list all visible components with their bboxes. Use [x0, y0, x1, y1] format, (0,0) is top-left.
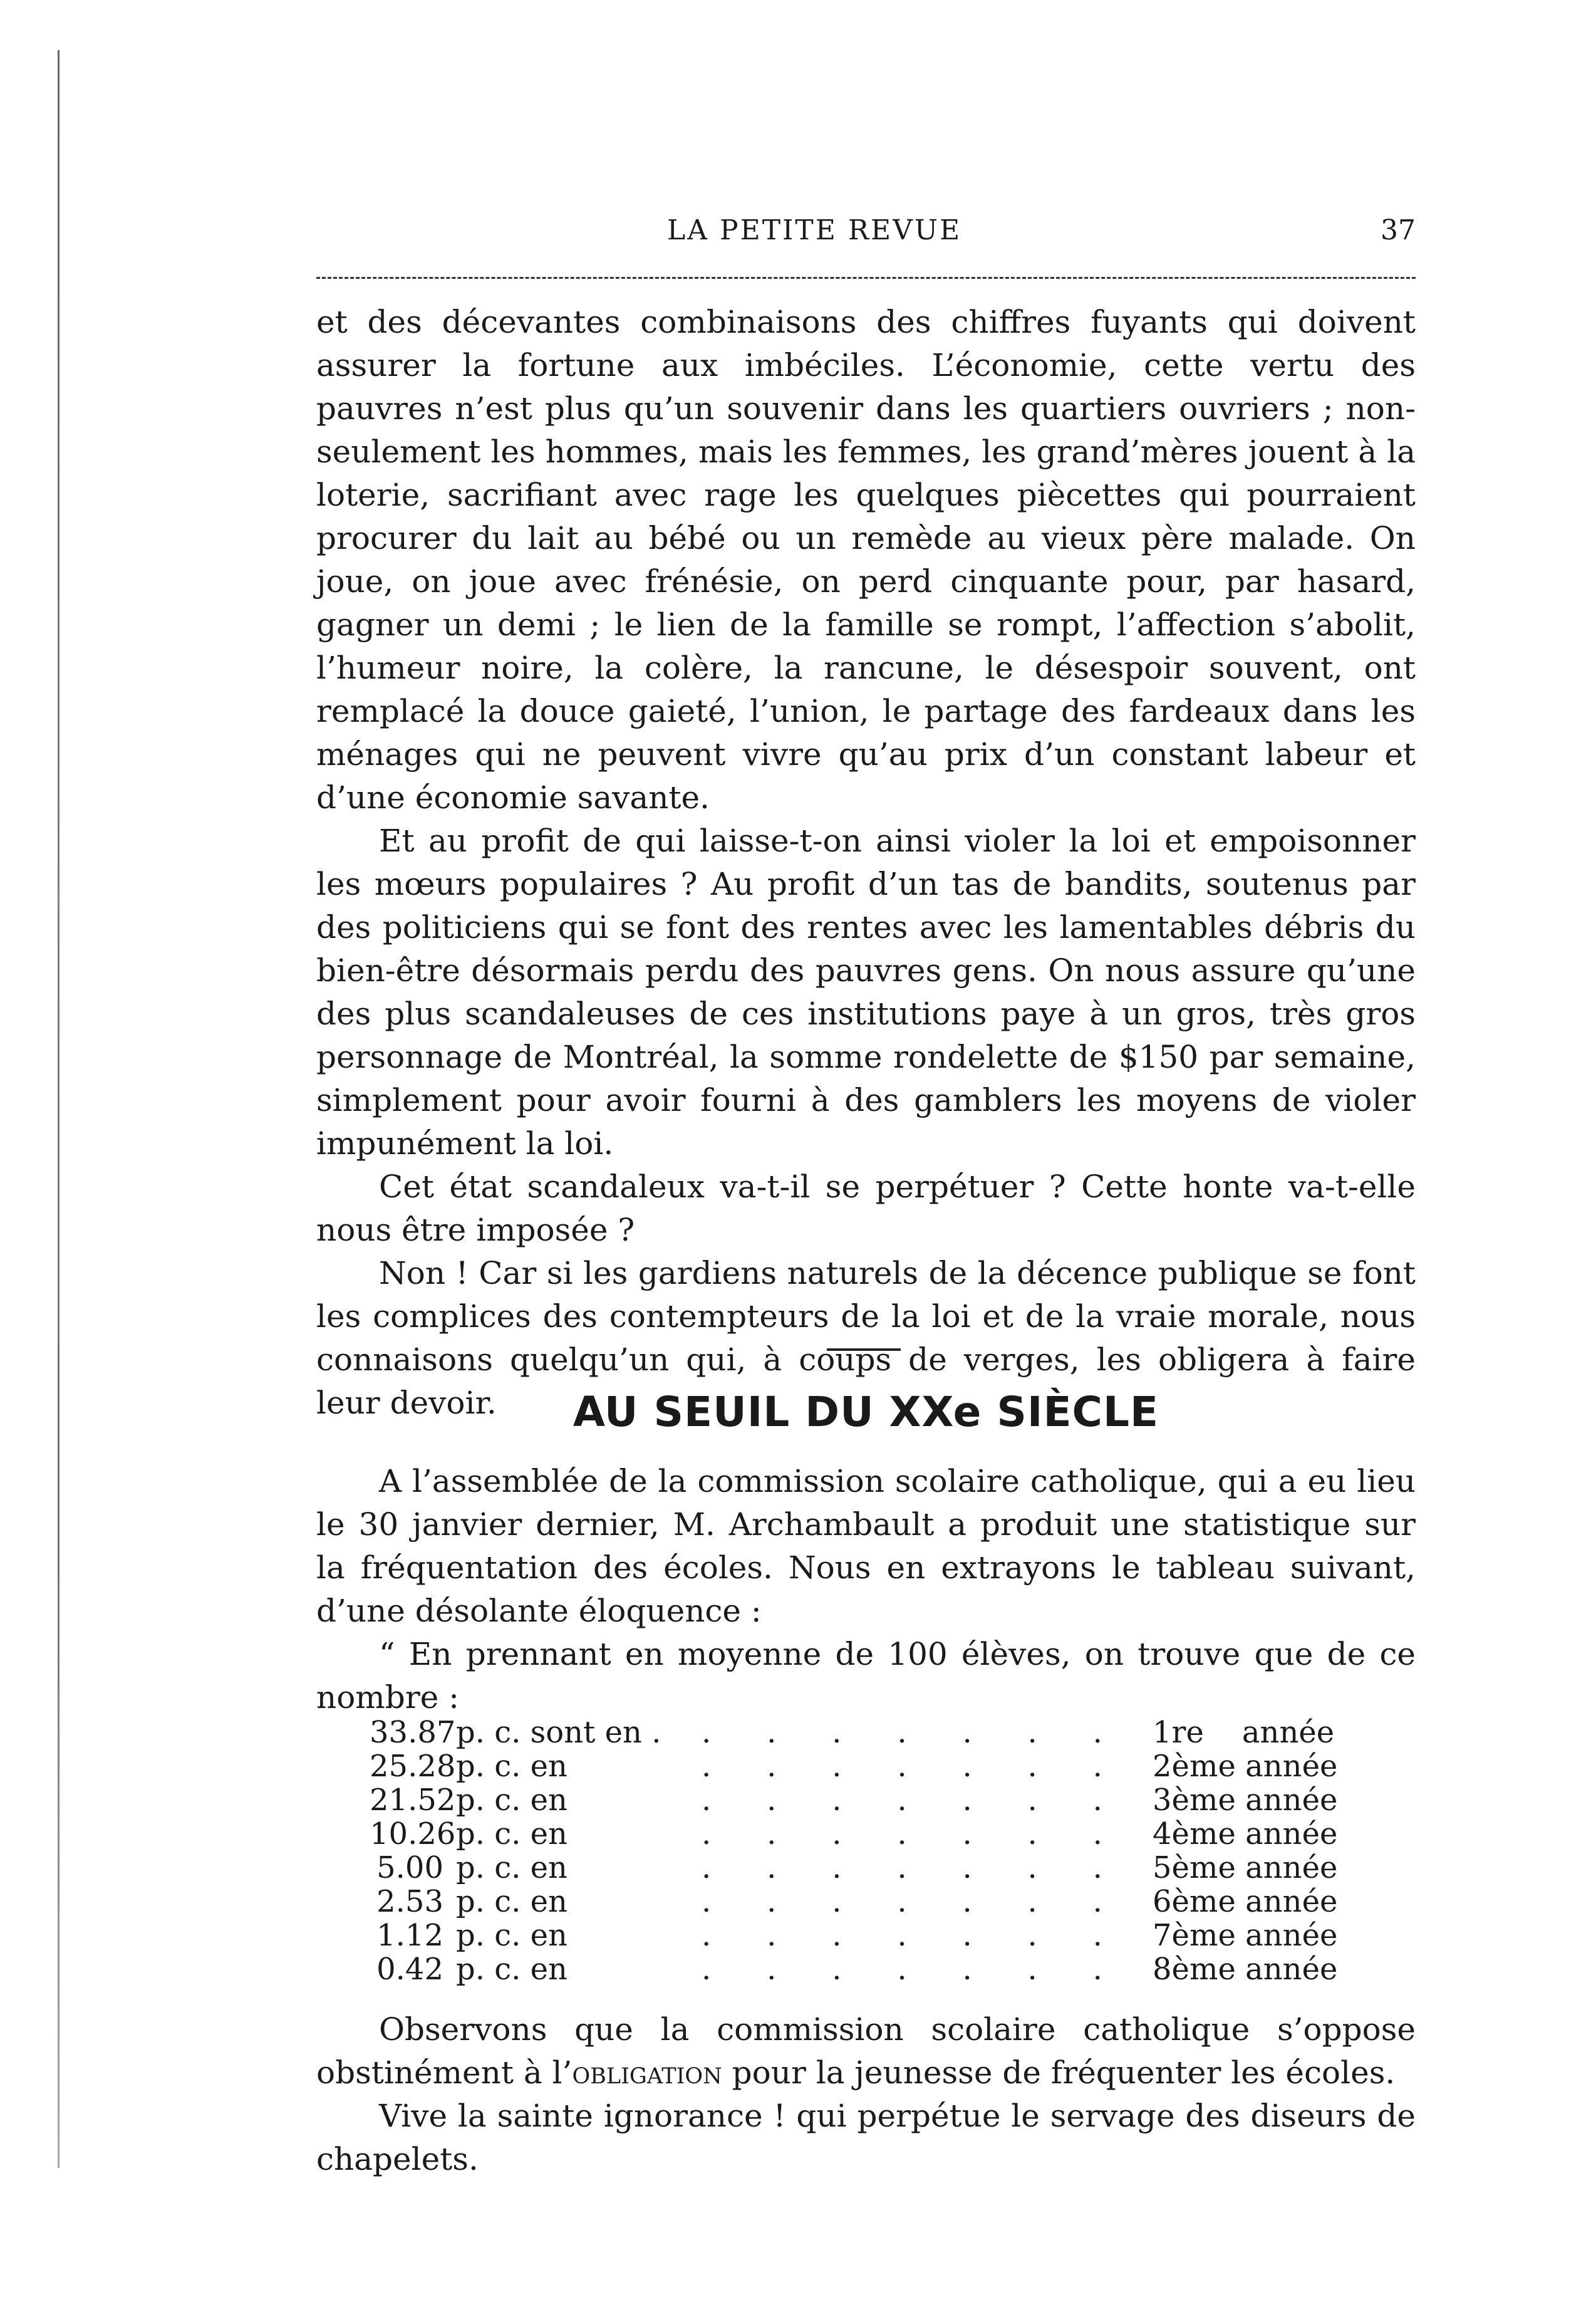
year-cell: 8ème année: [1153, 1952, 1338, 1987]
dot-leader: . . . . . . .: [702, 1783, 1102, 1818]
quote-paragraph: “ En prennant en moyenne de 100 élèves, on trouve que de ce nombre :: [316, 1636, 1416, 1716]
statistics-table: [370, 1716, 1372, 1986]
table-row: [370, 1749, 1372, 1783]
year-cell: 3ème année: [1153, 1783, 1338, 1818]
text-run: Observons que la commission scolaire catholique s’oppose obstinément à l’: [316, 2011, 1416, 2091]
dot-leader: . . . . . . .: [702, 1850, 1102, 1885]
year-cell: 5ème année: [1153, 1850, 1338, 1885]
paragraph: A l’assemblée de la commission scolaire catholique, qui a eu lieu le 30 janvier dernier, M. Archambault a produit une statistique sur la fréquentation des écoles. Nous en extrayons le tableau suivant, d’une désolante éloquence :: [316, 1463, 1416, 1629]
description-cell: p. c. en: [456, 1749, 567, 1784]
page-number: 37: [1381, 214, 1416, 246]
paragraph: Cet état scandaleux va-t-il se perpétuer ? Cette honte va-t-elle nous être imposée ?: [316, 1169, 1416, 1248]
percentage-cell: 5.00: [376, 1850, 443, 1885]
paragraph: Vive la sainte ignorance ! qui perpétue le servage des diseurs de chapelets.: [316, 2098, 1416, 2177]
binding-edge: [58, 50, 60, 2168]
section-divider: [827, 1348, 901, 1351]
header-rule: [316, 277, 1416, 279]
year-cell: 4ème année: [1153, 1816, 1338, 1851]
emphasis-obligation: obligation: [572, 2054, 722, 2091]
table-row: [370, 1885, 1372, 1919]
running-title: LA PETITE REVUE: [667, 214, 962, 246]
year-cell: 7ème année: [1153, 1918, 1338, 1953]
percentage-cell: 25.28: [370, 1749, 456, 1784]
description-cell: p. c. en: [456, 1918, 567, 1953]
percentage-cell: 0.42: [376, 1952, 443, 1987]
table-row: [370, 1783, 1372, 1817]
table-row: [370, 1716, 1372, 1749]
year-cell: 6ème année: [1153, 1884, 1338, 1919]
description-cell: p. c. sont en .: [456, 1715, 661, 1750]
closing-body: [316, 2008, 1416, 2181]
section-body: [316, 1460, 1416, 1719]
paragraph: et des décevantes combinaisons des chiffres fuyants qui doivent assurer la fortune aux imbéciles. L’économie, cette vertu des pauvres n’est plus qu’un souvenir dans les quartiers ouvriers ; non-seulement les hommes, mais les femmes, les grand’mères jouent à la loterie, sacrifiant avec rage les quelques piècettes qui pourraient procurer du lait au bébé ou un remède au vieux père malade. On joue, on joue avec frénésie, on perd cinquante pour, par hasard, gagner un demi ; le lien de la famille se rompt, l’affection s’abolit, l’humeur noire, la colère, la rancune, le désespoir souvent, ont remplacé la douce gaieté, l’union, le partage des fardeaux dans les ménages qui ne peuvent vivre qu’au prix d’un constant labeur et d’une économie savante.: [316, 304, 1416, 816]
description-cell: p. c. en: [456, 1884, 567, 1919]
description-cell: p. c. en: [456, 1952, 567, 1987]
year-cell: 1re année: [1153, 1715, 1335, 1750]
description-cell: p. c. en: [456, 1783, 567, 1818]
dot-leader: . . . . . . .: [702, 1816, 1102, 1851]
description-cell: p. c. en: [456, 1816, 567, 1851]
percentage-cell: 1.12: [376, 1918, 443, 1953]
table-row: [370, 1919, 1372, 1952]
percentage-cell: 2.53: [376, 1884, 443, 1919]
text-run: pour la jeunesse de fréquenter les écoles.: [722, 2054, 1396, 2091]
description-cell: p. c. en: [456, 1850, 567, 1885]
dot-leader: . . . . . . .: [702, 1749, 1102, 1784]
dot-leader: . . . . . . .: [702, 1884, 1102, 1919]
paragraph: [316, 2008, 1416, 2095]
dot-leader: . . . . . . .: [702, 1715, 1102, 1750]
paragraph: Non ! Car si les gardiens naturels de la décence publique se font les complices des contempteurs de la loi et de la vraie morale, nous connaisons quelqu’un qui, à coups de verges, les obligera à faire leur devoir.: [316, 1255, 1416, 1421]
percentage-cell: 33.87: [370, 1715, 456, 1750]
dot-leader: . . . . . . .: [702, 1952, 1102, 1987]
dot-leader: . . . . . . .: [702, 1918, 1102, 1953]
percentage-cell: 21.52: [370, 1783, 456, 1818]
section-title: AU SEUIL DU XXe SIÈCLE: [573, 1388, 1159, 1436]
year-cell: 2ème année: [1153, 1749, 1338, 1784]
percentage-cell: 10.26: [370, 1816, 456, 1851]
table-row: [370, 1851, 1372, 1885]
page-header: [316, 214, 1416, 258]
table-row: [370, 1952, 1372, 1986]
table-row: [370, 1817, 1372, 1851]
article-body: [316, 301, 1416, 1425]
paragraph: Et au profit de qui laisse-t-on ainsi violer la loi et empoisonner les mœurs populaires ? Au profit d’un tas de bandits, soutenus par des politiciens qui se font des rentes avec les lamentables débris du bien-être désormais perdu des pauvres gens. On nous assure qu’une des plus scandaleuses de ces institutions paye à un gros, très gros personnage de Montréal, la somme rondelette de $150 par semaine, simplement pour avoir fourni à des gamblers les moyens de violer impunément la loi.: [316, 823, 1416, 1162]
